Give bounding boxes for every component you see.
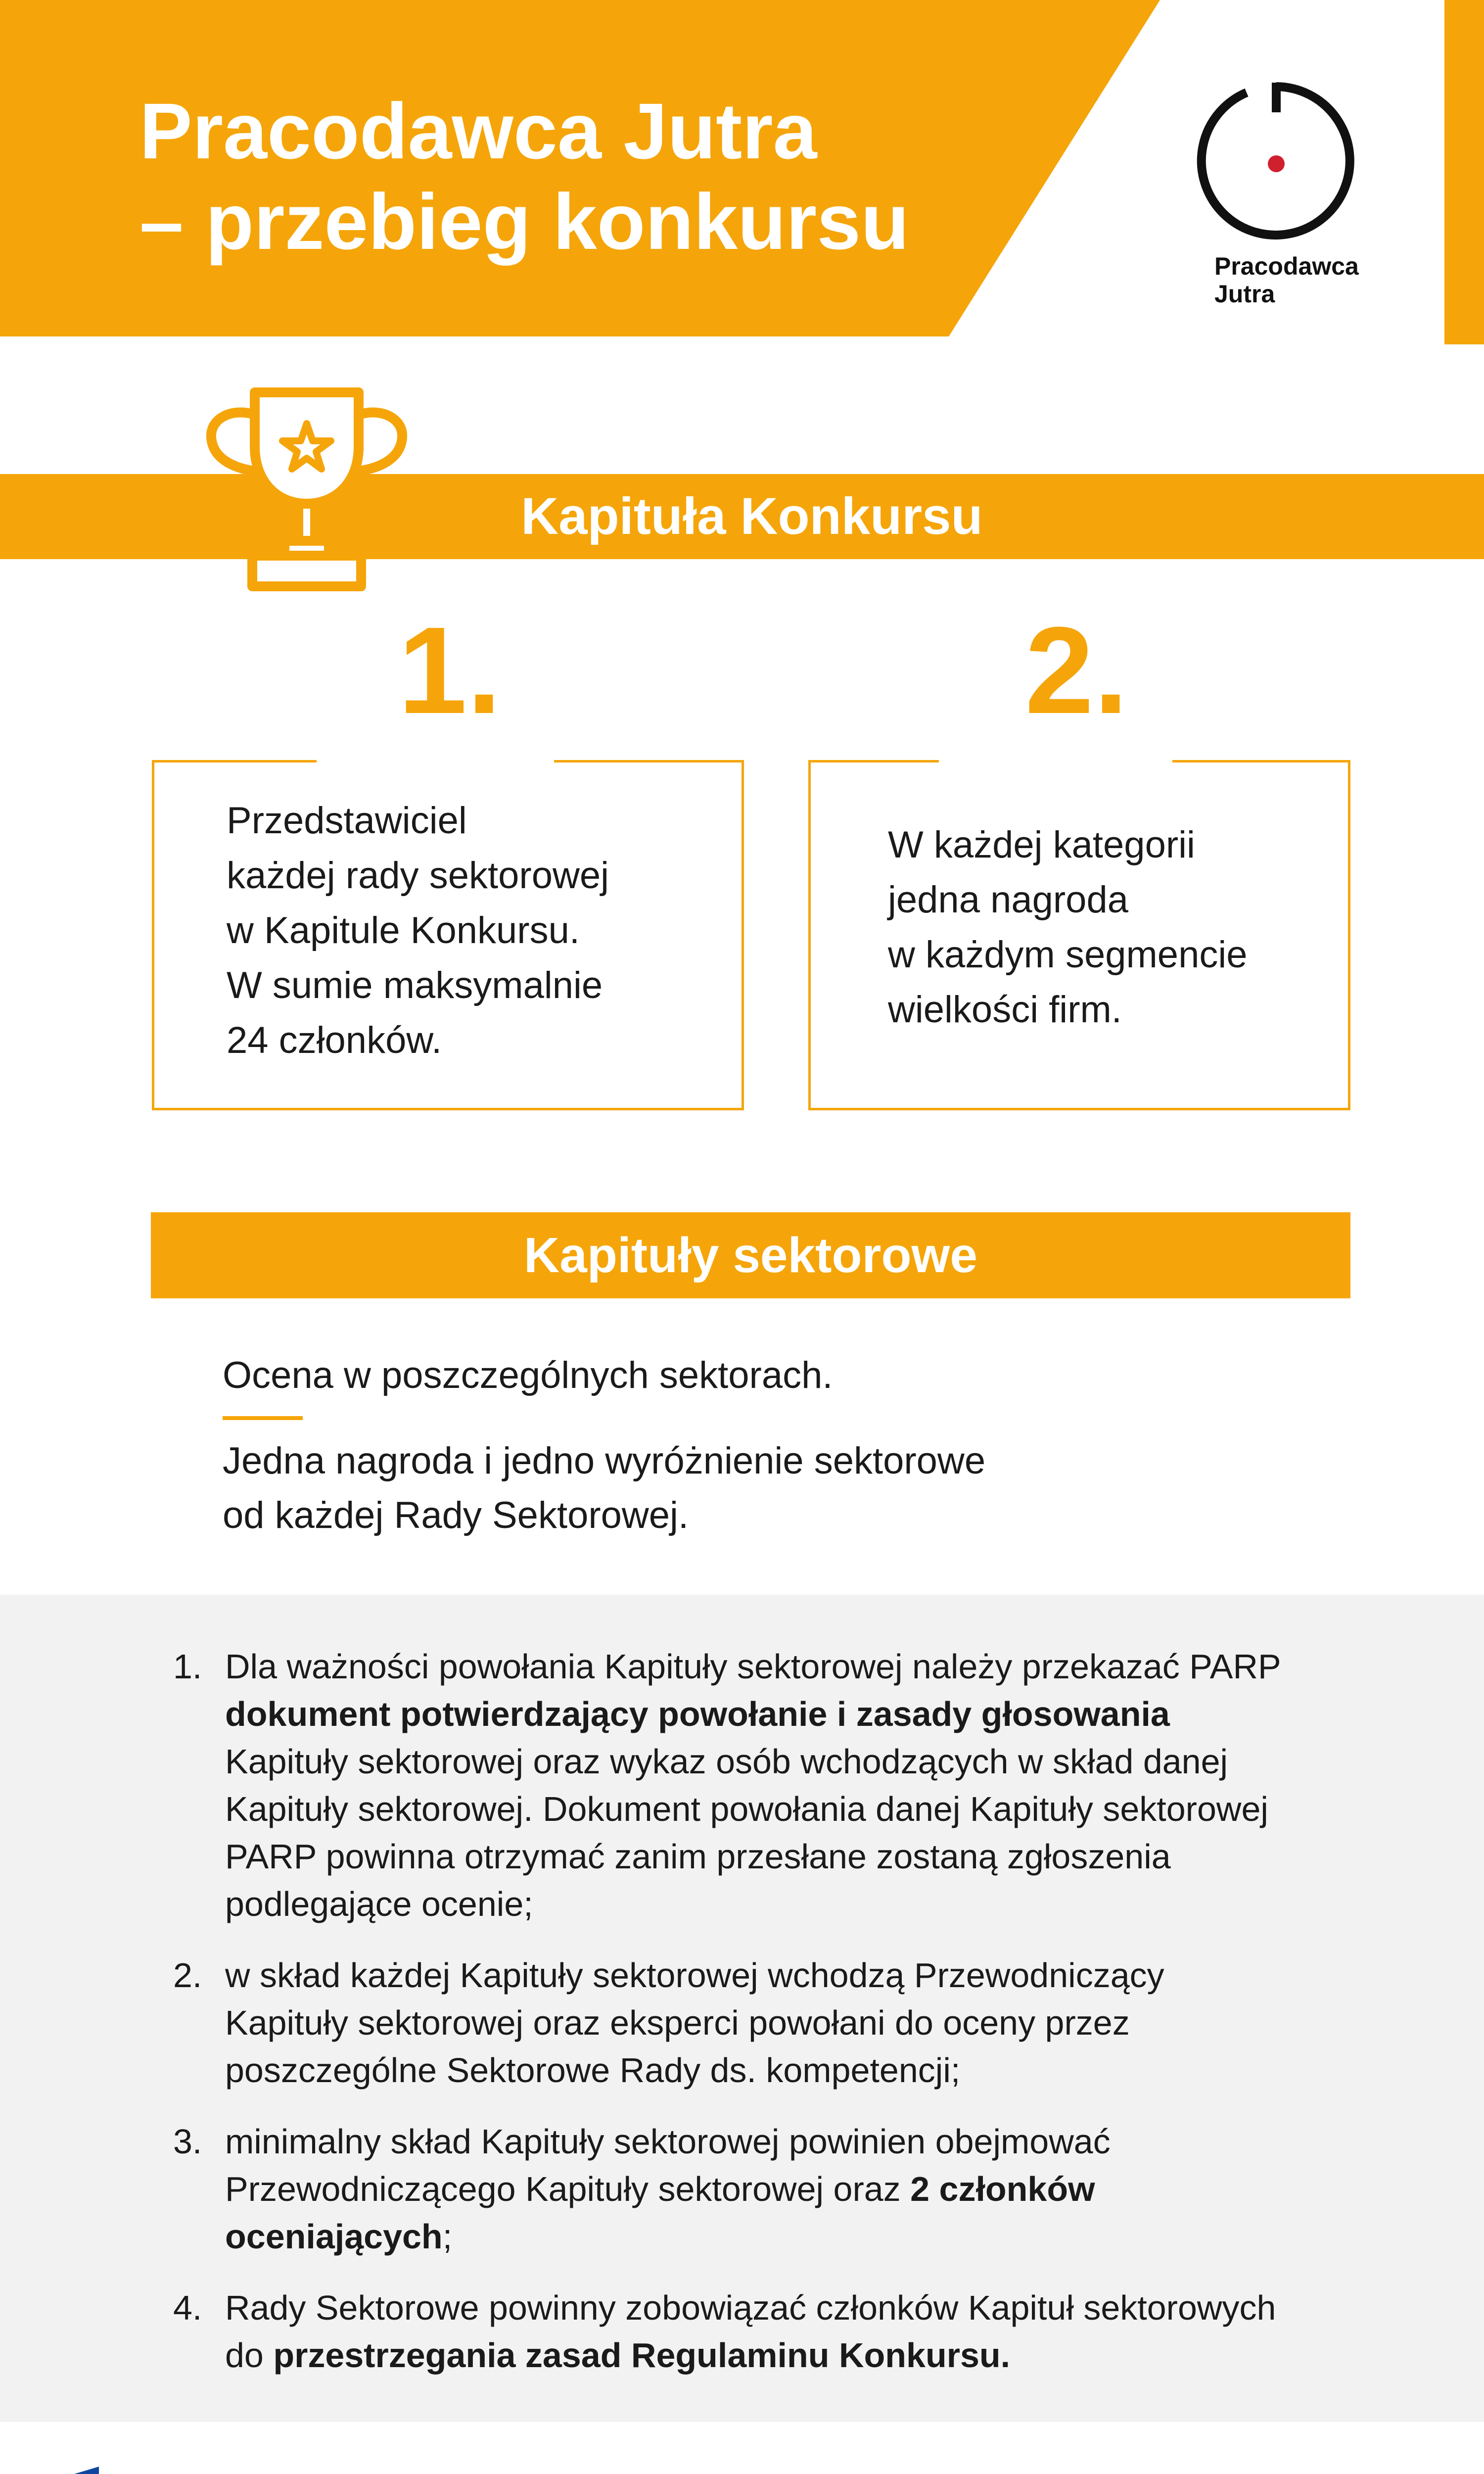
rules-list xyxy=(173,1643,1291,2403)
box2-line: w każdym segmencie xyxy=(888,934,1248,976)
trophy-icon xyxy=(200,385,413,598)
rule-number: 1. xyxy=(173,1647,202,1686)
sector-award-line: od każdej Rady Sektorowej. xyxy=(223,1494,689,1536)
rule-number: 2. xyxy=(173,1956,202,1995)
rule-text: ; xyxy=(442,2217,453,2256)
rule-text: w skład każdej Kapituły sektorowej wchodzą Przewodniczący Kapituły sektorowej oraz eksperci powołani do oceny przez poszczególne Sektorowe Rady ds. kompetencji; xyxy=(225,1956,1164,2090)
rule-text: Dla ważności powołania Kapituły sektorowej należy przekazać PARP xyxy=(225,1647,1281,1686)
box2-top-gap xyxy=(939,757,1172,763)
box1-line: 24 członków. xyxy=(227,1019,442,1061)
page-title-line2: – przebieg konkursu xyxy=(139,177,909,266)
box2-line: W każdej kategorii xyxy=(888,824,1195,866)
right-accent-stripe xyxy=(1444,0,1484,344)
point-number-1: 1. xyxy=(398,601,502,739)
box1-top-gap xyxy=(317,757,554,763)
fundusze-europejskie-logo-icon xyxy=(49,2467,104,2474)
kapitula-konkursu-title: Kapituła Konkursu xyxy=(521,487,983,545)
box2-line: jedna nagroda xyxy=(888,879,1128,921)
sector-assessment-text: Ocena w poszczególnych sektorach. xyxy=(223,1354,833,1396)
rule-number: 3. xyxy=(173,2122,202,2161)
rule-item xyxy=(173,2118,1291,2260)
box2-line: wielkości firm. xyxy=(888,989,1122,1031)
info-box-2-text xyxy=(888,817,1343,1037)
pracodawca-jutra-logo-icon xyxy=(1192,77,1360,245)
box1-line: w Kapitule Konkursu. xyxy=(227,909,580,952)
box1-line: W sumie maksymalnie xyxy=(227,964,603,1006)
rule-item xyxy=(173,2284,1291,2379)
rule-item xyxy=(173,1643,1291,1928)
separator-line xyxy=(223,1416,303,1420)
rule-item xyxy=(173,1951,1291,2094)
rule-text: Rady Sektorowe powinny zobowiązać członków Kapituł sektorowych do xyxy=(225,2288,1276,2375)
rule-text-bold: dokument potwierdzający powołanie i zasady głosowania xyxy=(225,1695,1170,1733)
rule-text: Kapituły sektorowej oraz wykaz osób wchodzących w skład danej Kapituły sektorowej. Dokument powołania danej Kapituły sektorowej PARP powinna otrzymać zanim przesłane zostaną zgłoszenia podlegające ocenie; xyxy=(225,1742,1268,1923)
rule-text: minimalny skład Kapituły sektorowej powinien obejmować Przewodniczącego Kapituły sektorowej oraz xyxy=(225,2122,1111,2208)
box1-line: każdej rady sektorowej xyxy=(227,855,609,897)
page-title-line1: Pracodawca Jutra xyxy=(139,87,817,175)
rule-text-bold: 2 członków oceniających xyxy=(225,2170,1095,2256)
sector-award-line: Jedna nagroda i jedno wyróżnienie sektorowe xyxy=(223,1440,986,1482)
kapituly-sektorowe-title: Kapituły sektorowe xyxy=(524,1228,977,1283)
box1-line: Przedstawiciel xyxy=(227,800,467,842)
logo-line2: Jutra xyxy=(1214,280,1275,308)
sector-award-text xyxy=(223,1434,1311,1543)
rule-number: 4. xyxy=(173,2288,202,2327)
rule-text-bold: przestrzegania zasad Regulaminu Konkursu. xyxy=(273,2336,1011,2375)
info-box-1-text xyxy=(227,793,731,1068)
logo-wordmark xyxy=(1214,252,1359,308)
point-number-2: 2. xyxy=(1025,601,1128,739)
logo-line1: Pracodawca xyxy=(1214,252,1359,280)
